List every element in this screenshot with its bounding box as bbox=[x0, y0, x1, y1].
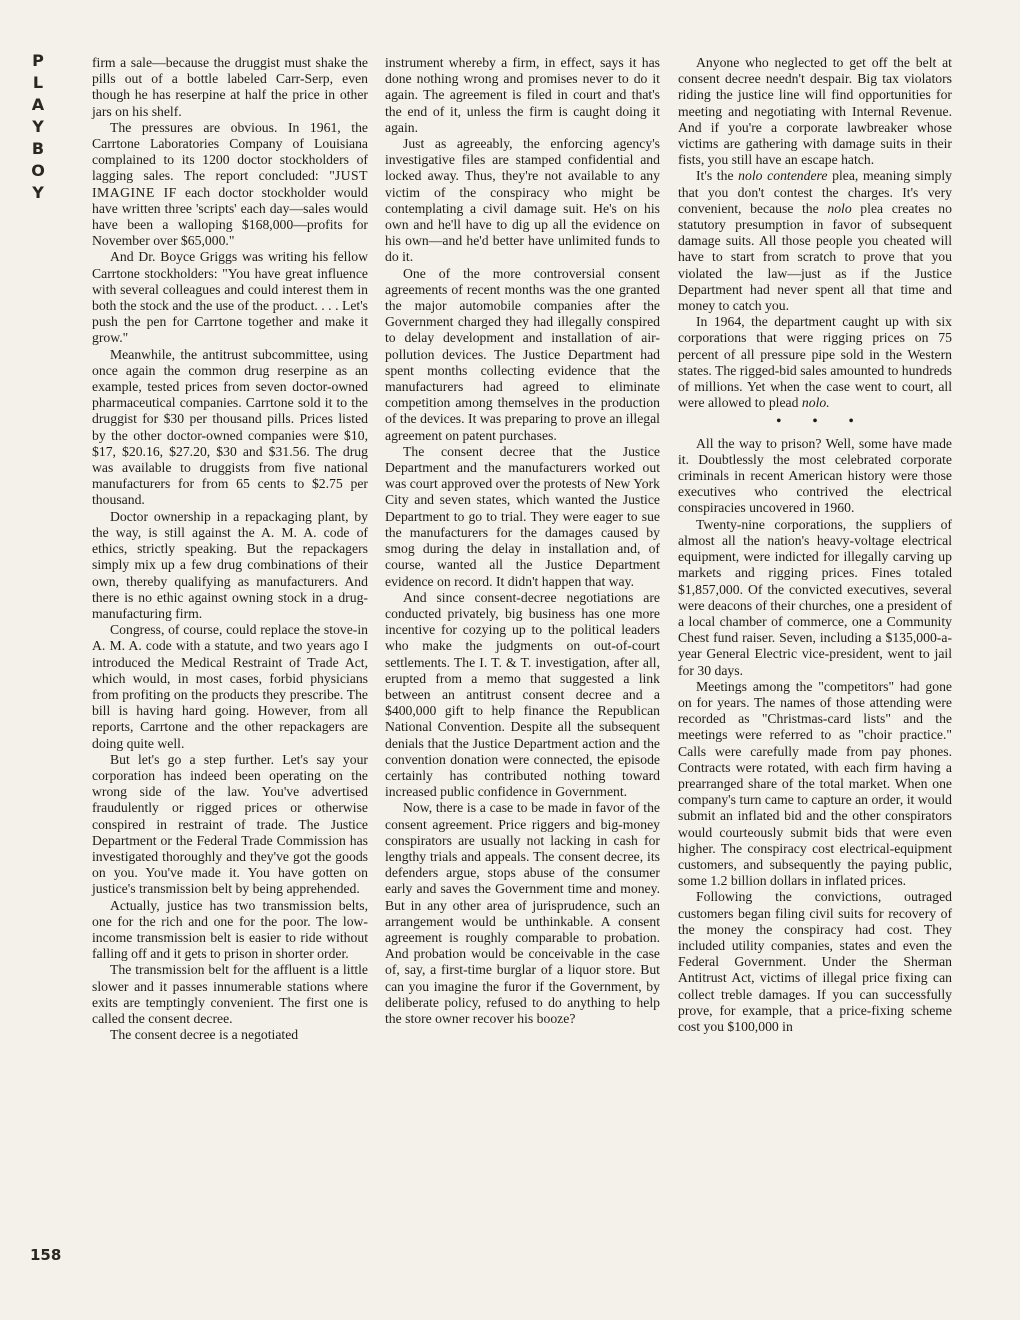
magazine-letter: Y bbox=[32, 117, 44, 136]
paragraph: The pressures are obvious. In 1961, the Carrtone Laboratories Company of Louisiana complained to its 1200 doctor stockholders of lagging sales. The report concluded: "JUST IMAGINE IF each doctor stockholder would have written three 'scripts' each day—sales would have been a walloping $168,000—profits for November over $65,000." bbox=[92, 119, 368, 249]
paragraph: One of the more controversial consent agreements of recent months was the one granted the major automobile companies after the Government charged they had illegally conspired to delay development and installation of air-pollution devices. The Justice Department had spent months collecting evidence that the manufacturers had agreed to eliminate competition among themselves in the production of the devices. It was preparing to prove an illegal agreement on patent purchases. bbox=[385, 265, 660, 443]
paragraph: All the way to prison? Well, some have made it. Doubtlessly the most celebrated corporate criminals in recent American history were those executives who contrived the electrical conspiracies uncovered in 1960. bbox=[678, 435, 952, 516]
paragraph: The consent decree is a negotiated bbox=[110, 1027, 299, 1043]
paragraph: Actually, justice has two transmission belts, one for the rich and one for the poor. The low-income transmission belt is easier to ride without falling off and it gets to prison in shorter order. bbox=[92, 897, 368, 962]
paragraph: Doctor ownership in a repackaging plant, by the way, is still against the A. M. A. code of ethics, strictly speaking. But the repackagers simply mix up a few drug combinations of their own, thereby qualifying as manufacturers. And there is no ethic against owning stock in a drug-manufacturing firm. bbox=[92, 508, 368, 621]
paragraph: And Dr. Boyce Griggs was writing his fellow Carrtone stockholders: "You have great influence with several colleagues and could interest them in both the stock and the use of the product. . . . Let's push the pen for Carrtone together and make it grow." bbox=[92, 249, 368, 346]
magazine-letter: A bbox=[31, 95, 45, 114]
paragraph: The transmission belt for the affluent is a little slower and it passes innumerable stations where exits are temptingly convenient. The first one is called the consent decree. bbox=[92, 962, 368, 1026]
paragraph: Following the convictions, outraged customers began filing civil suits for recovery of the money the conspiracy had cost. They included utility companies, states and even the Federal Government. Under the Sherman Antitrust Act, victims of illegal price fixing can collect treble damages. If you can successfully prove, for example, that a price-fixing scheme cost you $100,000 in bbox=[678, 889, 952, 1034]
magazine-letter: L bbox=[32, 73, 44, 92]
paragraph: firm a sale—because the druggist must shake the pills out of a bottle labeled Carr-Serp, even though he has reserpine at half the price in other jars on his shelf. bbox=[92, 55, 368, 119]
paragraph: instrument whereby a firm, in effect, says it has done nothing wrong and promises never to do it again. The agreement is filed in court and that's the end of it, unless the firm is caught doing it again. bbox=[385, 55, 660, 135]
italic-term: nolo. bbox=[801, 395, 830, 411]
magazine-name-vertical bbox=[20, 50, 56, 204]
section-separator: • • • bbox=[776, 413, 868, 429]
paragraph: Just as agreeably, the enforcing agency's investigative files are stamped confidential and locked away. Thus, they're not available to any victim of the conspiracy who might be contemplating a civil damage suit. He's on his own and he'll have to dig up all the evidence on his own—and he'd better have unlimited funds to do it. bbox=[385, 136, 660, 265]
paragraph: Anyone who neglected to get off the belt at consent decree needn't despair. Big tax violators riding the justice line will find opportunities for meeting and negotiating with Internal Revenue. And if you're a corporate lawbreaker whose victims are gathering with damage suits in their fists, you still have an escape hatch. bbox=[678, 55, 952, 168]
paragraph: The consent decree that the Justice Department and the manufacturers worked out was court approved over the protests of New York City and seven states, which wanted the Justice Department to go to trial. They were eager to sue the manufacturers for the damages caused by smog during the delay in installation and, of course, wanted all the Justice Department evidence on record. It didn't happen that way. bbox=[385, 443, 660, 589]
magazine-letter: P bbox=[32, 51, 44, 70]
page-number: 158 bbox=[30, 1246, 62, 1264]
paragraph: In 1964, the department caught up with six corporations that were rigging prices on 75 percent of all pressure pipe sold in the Western states. The rigged-bid sales amounted to hundreds of millions. Yet when the case went to court, all were allowed to plead nolo. bbox=[678, 314, 952, 411]
italic-term: nolo bbox=[827, 200, 852, 216]
column-1 bbox=[92, 55, 368, 1043]
column-3 bbox=[678, 55, 952, 1035]
paragraph: But let's go a step further. Let's say your corporation has indeed been operating on the wrong side of the law. You've advertised fraudulently or rigged prices or otherwise conspired in restraint of trade. The Justice Department or the Federal Trade Commission has investigated thoroughly and they've got the goods on you. You've made it. You have gotten on justice's transmission belt by being apprehended. bbox=[92, 751, 368, 897]
column-2 bbox=[385, 55, 660, 1027]
paragraph: Meetings among the "competitors" had gone on for years. The names of those attending were recorded as "Christmas-card lists" and the meetings were referred to as "choir practice." Calls were carefully made from pay phones. Contracts were rotated, with each firm having a prearranged share of the total market. When one company's turn came to capture an order, it would submit an inflated bid and the other conspirators would courteously submit bids that were even higher. The conspiracy cost electrical-equipment customers, and subsequently the paying public, some 1.2 billion dollars in inflated prices. bbox=[678, 678, 952, 889]
magazine-letter: O bbox=[31, 161, 45, 180]
paragraph: Now, there is a case to be made in favor of the consent agreement. Price riggers and big-money conspirators are usually not lacking in cash for lengthy trials and appeals. The consent decree, its defenders argue, stops abuse of the consumer early and saves the Government time and money. But in any other area of jurisprudence, such an arrangement would be unthinkable. A consent agreement is roughly comparable to probation. And probation would be conceivable in the case of, say, a first-time burglar of a liquor store. But can you imagine the furor if the Government, by deliberate policy, refused to do anything to help the store owner recover his booze? bbox=[385, 800, 660, 1026]
magazine-letter: B bbox=[31, 139, 45, 158]
paragraph: Congress, of course, could replace the stove-in A. M. A. code with a statute, and two years ago I introduced the Medical Restraint of Trade Act, which would, in most cases, forbid physicians from profiting on the products they prescribe. The bill is having hard going. However, from all reports, Carrtone and the other repackagers are doing quite well. bbox=[92, 622, 368, 751]
paragraph: And since consent-decree negotiations are conducted privately, big business has one more incentive for cozying up to the political leaders who make the judgments on out-of-court settlements. The I. T. & T. investigation, after all, erupted from a memo that suggested a link between an antitrust consent decree and a $400,000 gift to help finance the Republican National Convention. Despite all the subsequent denials that the Justice Department action and the convention donation were connected, the episode certainly has contributed nothing toward increased public confidence in Government. bbox=[385, 589, 660, 800]
paragraph: Twenty-nine corporations, the suppliers of almost all the nation's heavy-voltage electrical equipment, were indicted for illegally carving up markets and rigging prices. Fines totaled $1,857,000. Of the convicted executives, several were deacons of their churches, one a president of a local chamber of commerce, one a Community Chest fund raiser. Seven, including a $135,000-a-year General Electric vice-president, went to jail for 30 days. bbox=[678, 516, 953, 678]
paragraph: Meanwhile, the antitrust subcommittee, using once again the common drug reserpine as an example, tested prices from seven doctor-owned pharmaceutical companies. Carrtone sold it to the druggist for $30 per thousand pills. Prices listed by the other doctor-owned companies were $10, $17, $20.16, $27.20, $30 and $31.56. The drug was available to druggists from five national manufacturers for from 65 cents to $2.75 per thousand. bbox=[92, 346, 368, 508]
paragraph: It's the nolo contendere plea, meaning simply that you don't contest the charges. It's very convenient, because the nolo plea creates no statutory presumption in favor of subsequent damage suits. All those people you cheated will have to start from scratch to prove that you violated the law—just as if the Justice Department had never spent all that time and money to catch you. bbox=[678, 168, 952, 314]
small-caps-phrase: JUST IMAGINE IF bbox=[92, 168, 368, 200]
italic-term: nolo contendere bbox=[738, 168, 828, 184]
magazine-letter: Y bbox=[32, 183, 44, 202]
